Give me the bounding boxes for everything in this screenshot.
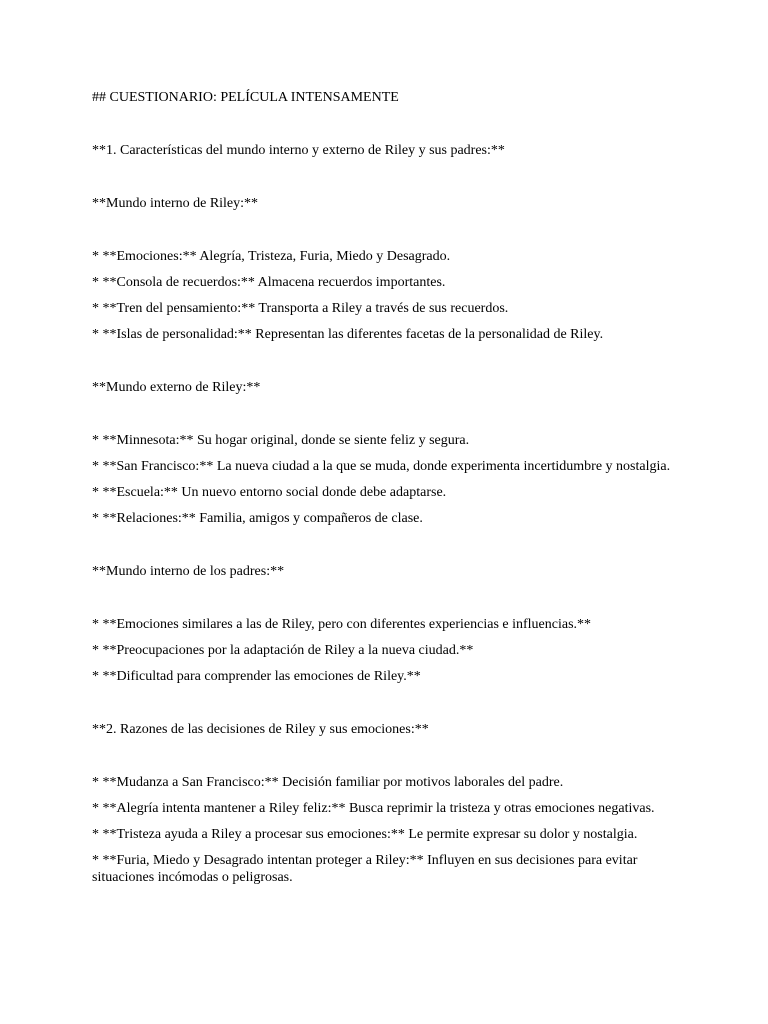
list-item: * **Tren del pensamiento:** Transporta a Riley a través de sus recuerdos. [92, 301, 509, 316]
inner-world-parents-heading: **Mundo interno de los padres:** [92, 564, 285, 579]
list-item: * **Dificultad para comprender las emociones de Riley.** [92, 669, 421, 684]
list-item: * **San Francisco:** La nueva ciudad a la que se muda, donde experimenta incertidumbre y nostalgia. [92, 459, 671, 474]
list-item: * **Consola de recuerdos:** Almacena recuerdos importantes. [92, 275, 446, 290]
question-2-heading: **2. Razones de las decisiones de Riley y sus emociones:** [92, 722, 429, 737]
list-item: * **Tristeza ayuda a Riley a procesar sus emociones:** Le permite expresar su dolor y nostalgia. [92, 827, 638, 842]
question-1-heading: **1. Características del mundo interno y externo de Riley y sus padres:** [92, 143, 505, 158]
list-item: * **Escuela:** Un nuevo entorno social donde debe adaptarse. [92, 485, 447, 500]
list-item: * **Minnesota:** Su hogar original, donde se siente feliz y segura. [92, 433, 470, 448]
document-page [92, 89, 672, 895]
outer-world-riley-heading: **Mundo externo de Riley:** [92, 380, 261, 395]
list-item: * **Alegría intenta mantener a Riley feliz:** Busca reprimir la tristeza y otras emociones negativas. [92, 801, 655, 816]
list-item: * **Mudanza a San Francisco:** Decisión familiar por motivos laborales del padre. [92, 775, 564, 790]
inner-world-riley-heading: **Mundo interno de Riley:** [92, 196, 259, 211]
list-item: * **Furia, Miedo y Desagrado intentan proteger a Riley:** Influyen en sus decisiones para evitar situaciones incómodas o peligrosas. [92, 853, 638, 885]
list-item: * **Relaciones:** Familia, amigos y compañeros de clase. [92, 511, 423, 526]
list-item: * **Emociones:** Alegría, Tristeza, Furia, Miedo y Desagrado. [92, 249, 451, 264]
list-item: * **Emociones similares a las de Riley, pero con diferentes experiencias e influencias.** [92, 617, 592, 632]
list-item: * **Islas de personalidad:** Representan las diferentes facetas de la personalidad de Riley. [92, 327, 604, 342]
list-item: * **Preocupaciones por la adaptación de Riley a la nueva ciudad.** [92, 643, 474, 658]
document-title: ## CUESTIONARIO: PELÍCULA INTENSAMENTE [92, 90, 399, 105]
